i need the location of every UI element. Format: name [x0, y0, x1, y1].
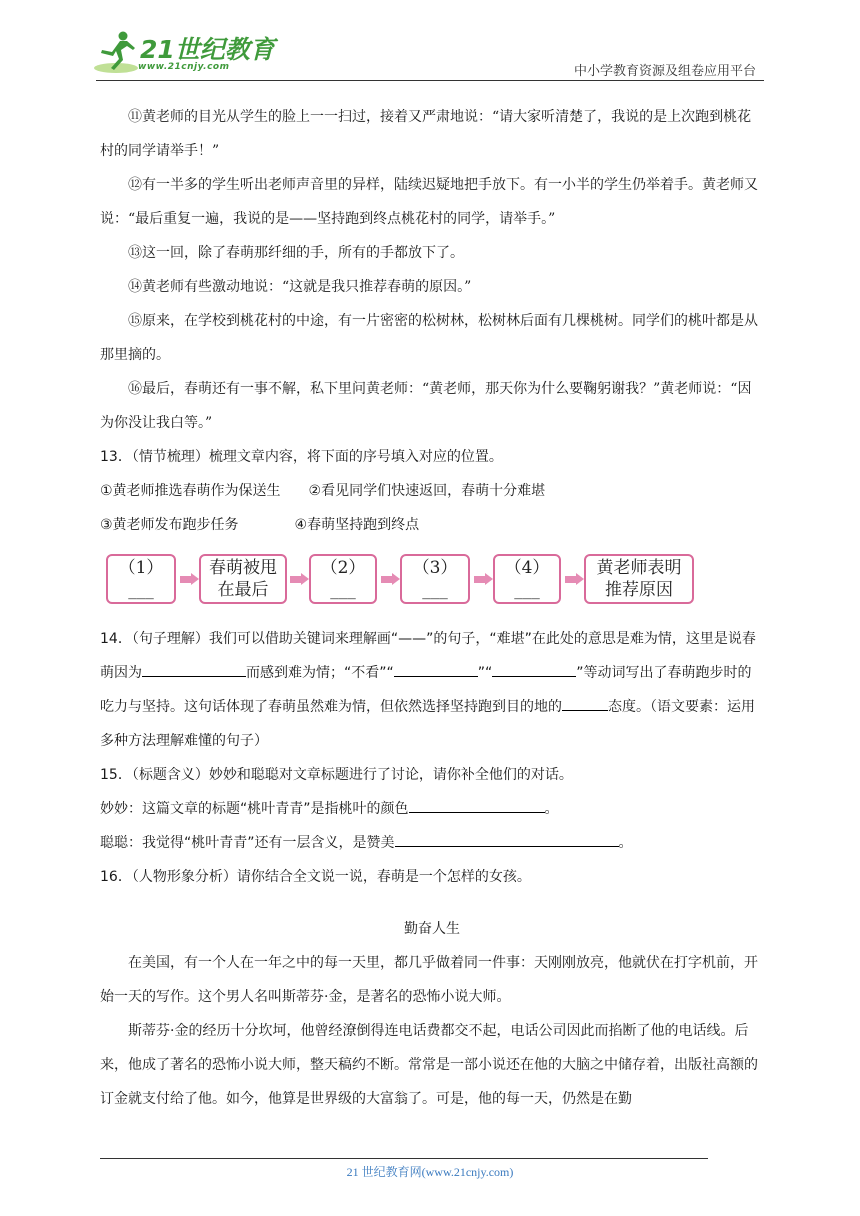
- q14-text-3: ”“: [477, 665, 493, 681]
- story-paragraph-11: ⑪黄老师的目光从学生的脸上一一扫过，接着又严肃地说：“请大家听清楚了，我说的是上次跑到桃花村的同学请举手！”: [100, 109, 752, 159]
- site-logo[interactable]: [92, 28, 275, 78]
- footer-divider: [100, 1158, 708, 1159]
- flow-box-blank-3[interactable]: （3）___: [400, 554, 470, 604]
- question-15-line-1: [100, 792, 764, 826]
- runner-logo-icon: [92, 28, 142, 76]
- question-14: [100, 622, 764, 758]
- page-header: [0, 0, 860, 90]
- question-13-options-2: ③黄老师发布跑步任务 ④春萌坚持跑到终点: [100, 517, 420, 533]
- page-footer[interactable]: 21 世纪教育网(www.21cnjy.com): [346, 1165, 514, 1179]
- flow-box-reason: 黄老师表明 推荐原因: [584, 554, 694, 604]
- q15-blank-1[interactable]: [409, 798, 545, 813]
- story-paragraph-16: ⑯最后，春萌还有一事不解，私下里问黄老师：“黄老师，那天你为什么要鞠躬谢我？”黄老师说：“因为你没让我白等。”: [100, 381, 752, 431]
- q14-text-2: 而感到难为情；“不看”“: [246, 665, 394, 681]
- q15-blank-2[interactable]: [395, 832, 619, 847]
- q14-blank-4[interactable]: [562, 696, 608, 711]
- question-15-stem: 15．（标题含义）妙妙和聪聪对文章标题进行了讨论，请你补全他们的对话。: [100, 767, 573, 783]
- platform-title: 中小学教育资源及组卷应用平台: [573, 64, 756, 79]
- story-paragraph-15: ⑮原来，在学校到桃花村的中途，有一片密密的松树林，松树林后面有几棵桃树。同学们的桃叶都是从那里摘的。: [100, 313, 758, 363]
- q14-blank-3[interactable]: [492, 662, 576, 677]
- q15-congcong-text: 聪聪：我觉得“桃叶青青”还有一层含义，是赞美: [100, 835, 395, 851]
- flow-box-left-behind: 春萌被甩 在最后: [199, 554, 287, 604]
- q15-end-1: 。: [544, 801, 559, 817]
- q15-end-2: 。: [618, 835, 633, 851]
- logo-url: www.21cnjy.com: [138, 62, 230, 72]
- logo-text: 21世纪教育: [140, 35, 275, 64]
- q15-miaomiao-text: 妙妙：这篇文章的标题“桃叶青青”是指桃叶的颜色: [100, 801, 409, 817]
- passage-paragraph-2: 斯蒂芬·金的经历十分坎坷，他曾经潦倒得连电话费都交不起，电话公司因此而掐断了他的电话线。后来，他成了著名的恐怖小说大师，整天稿约不断。常常是一部小说还在他的大脑之中储存着，出版社高额的订金就支付给了他。如今，他算是世界级的大富翁了。可是，他的每一天，仍然是在勤: [100, 1023, 758, 1107]
- question-13-stem: 13．（情节梳理）梳理文章内容，将下面的序号填入对应的位置。: [100, 449, 503, 465]
- story-paragraph-14: ⑭黄老师有些激动地说：“这就是我只推荐春萌的原因。”: [128, 279, 472, 295]
- flow-box-blank-1[interactable]: （1）___: [106, 554, 176, 604]
- q14-text-5: 态度。（语文要素：运用多种方法理解难懂的句子）: [100, 699, 755, 749]
- passage-paragraph-1: 在美国，有一个人在一年之中的每一天里，都几乎做着同一件事：天刚刚放亮，他就伏在打字机前，开始一天的写作。这个男人名叫斯蒂芬·金，是著名的恐怖小说大师。: [100, 955, 758, 1005]
- story-paragraph-13: ⑬这一回，除了春萌那纤细的手，所有的手都放下了。: [128, 245, 464, 261]
- flow-box-blank-4[interactable]: （4）___: [493, 554, 561, 604]
- question-13-options-1: ①黄老师推选春萌作为保送生 ②看见同学们快速返回，春萌十分难堪: [100, 483, 546, 499]
- q14-blank-1[interactable]: [142, 662, 246, 677]
- header-divider: [96, 80, 764, 81]
- q14-text-1: 14．（句子理解）我们可以借助关键词来理解画“——”的句子，“难堪”在此处的意思是难为情，这里是说春萌因为: [100, 631, 756, 681]
- plot-flowchart: [100, 548, 764, 620]
- story-paragraph-12: ⑫有一半多的学生听出老师声音里的异样，陆续迟疑地把手放下。有一小半的学生仍举着手。黄老师又说：“最后重复一遍，我说的是——坚持跑到终点桃花村的同学，请举手。”: [100, 177, 758, 227]
- passage-title: 勤奋人生: [404, 921, 460, 937]
- q14-text-4: ”等动词写出了春萌跑步时的吃力与坚持。这句话体现了春萌虽然难为情，但依然选择坚持跑到目的地的: [100, 665, 752, 715]
- question-15-line-2: [100, 826, 764, 860]
- flow-box-blank-2[interactable]: （2）___: [309, 554, 377, 604]
- q14-blank-2[interactable]: [394, 662, 478, 677]
- document-body: [100, 100, 764, 1116]
- question-16-stem: 16．（人物形象分析）请你结合全文说一说，春萌是一个怎样的女孩。: [100, 869, 531, 885]
